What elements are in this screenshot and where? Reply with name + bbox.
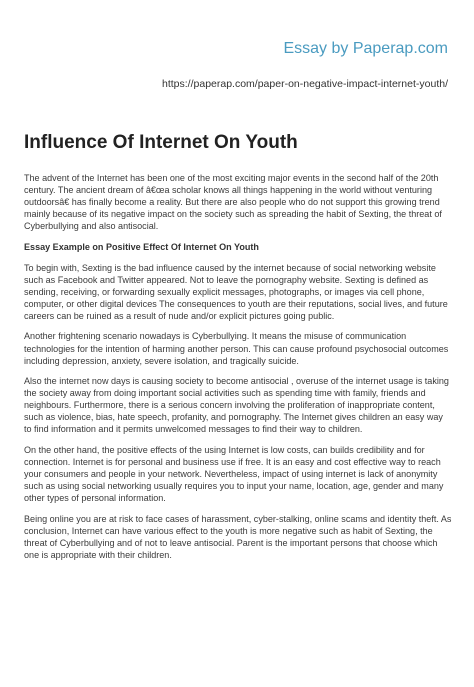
body-paragraph: To begin with, Sexting is the bad influence caused by the internet because of social networking website such as Facebook and Twitter appeared. Not to leave the pornography website. Sexting is defined as sending, receiving, or forwarding sexually explicit messages, photographs, or images via cell phone, computer, or other digital devices The consequences to youth are their reputations, social lives, and future careers can be ruined as a result of nude and/or explicit pictures going public. xyxy=(24,262,448,321)
body-paragraph: Also the internet now days is causing society to become antisocial , overuse of the internet usage is taking the society away from doing important social activities such as spending time with family, friends and neighbours. Furthermore, there is a serious concern involving the proliferation of inappropriate content, such as violence, bias, hate speech, profanity, and pornography. The Internet gives children an easy way to find information and it permits unwelcomed messages to find their way to children. xyxy=(24,376,449,435)
page-url[interactable]: https://paperap.com/paper-on-negative-impact-internet-youth/ xyxy=(162,78,448,90)
body-paragraph: Being online you are at risk to face cases of harassment, cyber-stalking, online scams and identity theft. As conclusion, Internet can have various effect to the youth is more negative such as habit of Sexting, the threat of Cyberbullying and of not to leave antisocial. Parent is the important persons that choose which one is appropriate with their children. xyxy=(24,513,452,560)
essay-subheading: Essay Example on Positive Effect Of Internet On Youth xyxy=(24,241,259,252)
article-body xyxy=(24,172,452,569)
page-title: Influence Of Internet On Youth xyxy=(24,132,298,153)
site-brand[interactable]: Essay by Paperap.com xyxy=(283,40,448,57)
body-paragraph: On the other hand, the positive effects of the using Internet is low costs, can builds credibility and for connection. Internet is for personal and business use if free. It is an easy and cost effective way to reach your consumers and people in your network. Nevertheless, impact of using internet is lack of anonymity such as using social networking usually requires you to input your name, location, age, gender and many other types of personal information. xyxy=(24,444,444,504)
intro-paragraph: The advent of the Internet has been one of the most exciting major events in the second half of the 20th century. The ancient dream of â€œa scholar knows all things happening in the world without venturing outdoorsâ€ has finally become a reality. But there are also people who do not support this growing trend mainly because of its negative impact on the society such as spreading the habit of Sexting, the threat of Cyberbullying and also antisocial. xyxy=(24,173,442,232)
body-paragraph: Another frightening scenario nowadays is Cyberbullying. It means the misuse of communication technologies for the intention of harming another person. This can cause profound psychosocial outcomes including depression, anxiety, severe isolation, and tragically suicide. xyxy=(24,331,449,366)
